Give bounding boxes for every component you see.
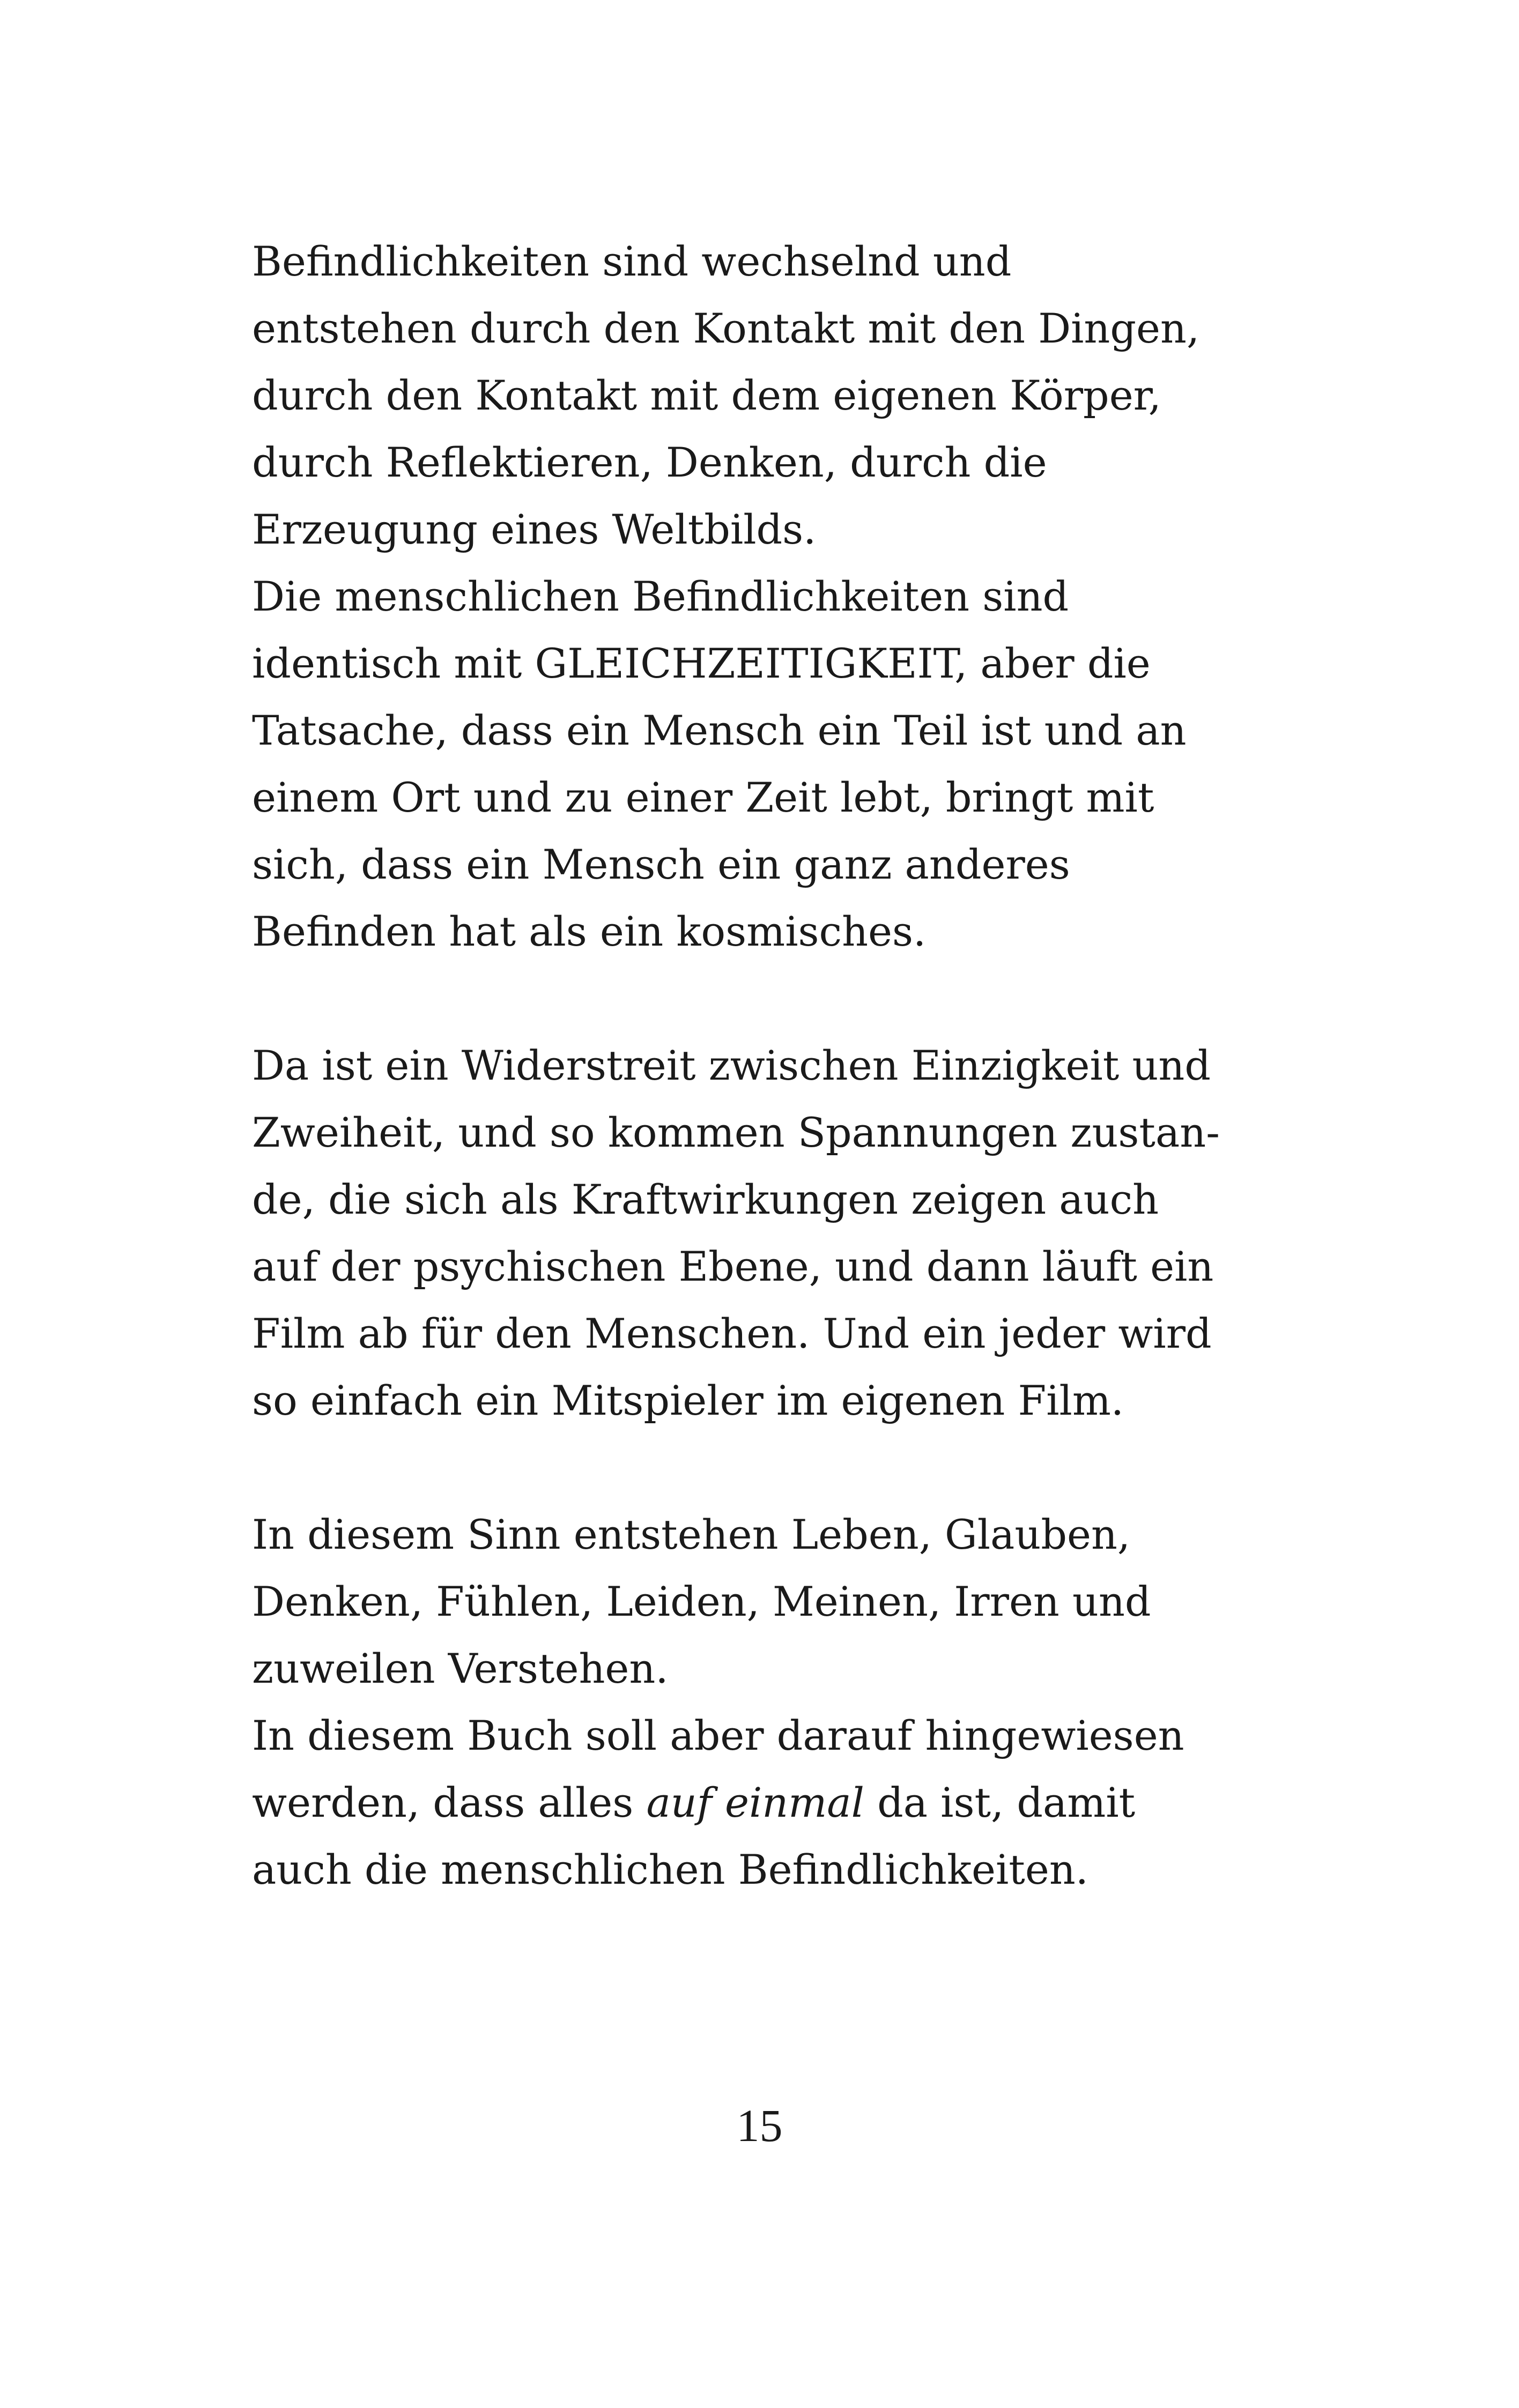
text-line: Denken, Fühlen, Leiden, Meinen, Irren und: [252, 1578, 1151, 1625]
text-line: durch Reflektieren, Denken, durch die: [252, 439, 1047, 486]
text-line: Da ist ein Widerstreit zwischen Einzigkeit und: [252, 1042, 1211, 1089]
text-line: Die menschlichen Befindlichkeiten sind: [252, 573, 1069, 620]
text-segment: da ist, damit: [864, 1779, 1136, 1826]
text-line: sich, dass ein Mensch ein ganz anderes: [252, 841, 1070, 888]
emphasized-text: auf einmal: [646, 1779, 864, 1826]
text-line: Erzeugung eines Weltbilds.: [252, 506, 817, 553]
paragraph-spacer: [252, 965, 1324, 1032]
text-line: de, die sich als Kraftwirkungen zeigen auch: [252, 1176, 1159, 1223]
paragraph-3: [252, 1501, 1324, 1903]
text-line: zuweilen Verstehen.: [252, 1645, 669, 1692]
text-line-with-emphasis: [252, 1769, 1324, 1836]
body-text: [252, 228, 1324, 1903]
text-line: entstehen durch den Kontakt mit den Dingen,: [252, 304, 1200, 352]
text-line: Zweiheit, und so kommen Spannungen zustan-: [252, 1109, 1220, 1156]
paragraph-1: [252, 228, 1324, 965]
text-line: durch den Kontakt mit dem eigenen Körper,: [252, 371, 1161, 419]
text-line: Befindlichkeiten sind wechselnd und: [252, 237, 1012, 285]
text-line: Film ab für den Menschen. Und ein jeder wird: [252, 1310, 1212, 1357]
text-line: auf der psychischen Ebene, und dann läuft ein: [252, 1243, 1214, 1290]
text-line: identisch mit GLEICHZEITIGKEIT, aber die: [252, 640, 1151, 687]
paragraph-2: [252, 1032, 1324, 1434]
page-number: 15: [736, 2100, 783, 2151]
text-line: Befinden hat als ein kosmisches.: [252, 908, 927, 955]
text-line: In diesem Buch soll aber darauf hingewiesen: [252, 1712, 1184, 1759]
paragraph-spacer: [252, 1434, 1324, 1501]
text-line: so einfach ein Mitspieler im eigenen Film.: [252, 1377, 1124, 1424]
text-line: einem Ort und zu einer Zeit lebt, bringt mit: [252, 774, 1154, 821]
text-segment: werden, dass alles: [252, 1779, 647, 1826]
text-line: auch die menschlichen Befindlichkeiten.: [252, 1846, 1088, 1893]
text-line: In diesem Sinn entstehen Leben, Glauben,: [252, 1511, 1131, 1558]
text-line: Tatsache, dass ein Mensch ein Teil ist und an: [252, 707, 1187, 754]
